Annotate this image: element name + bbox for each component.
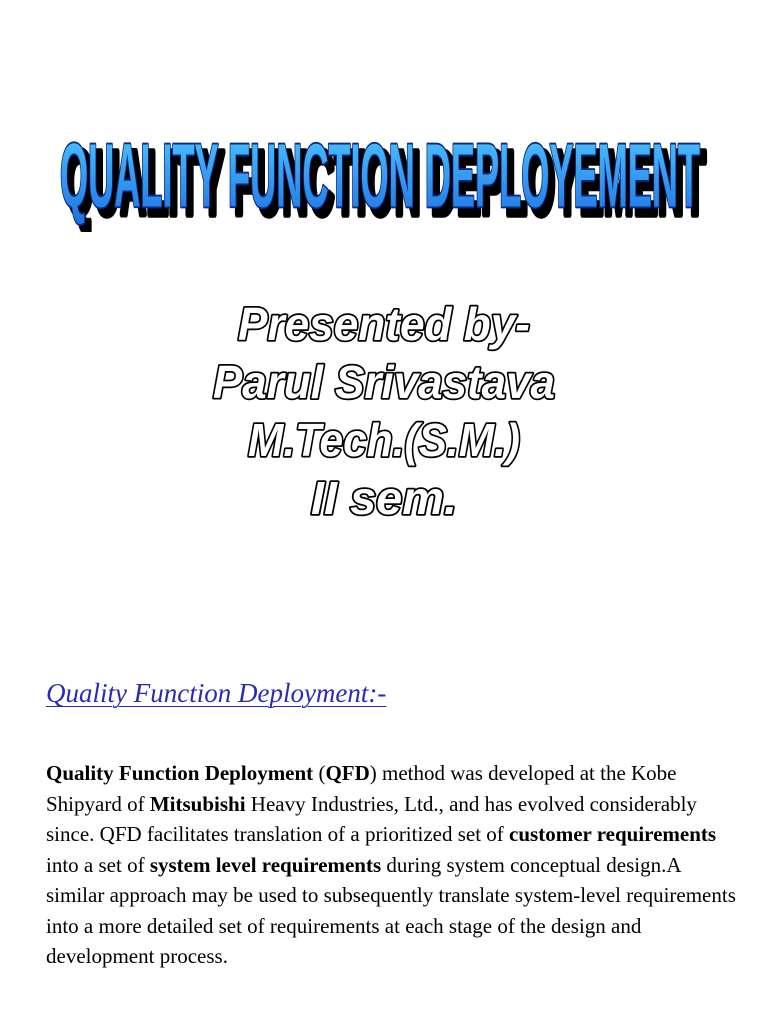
presenter-semester: II sem. — [311, 472, 457, 524]
bold-term: system level requirements — [149, 852, 382, 877]
presenter-line-heading: Presented by- — [238, 298, 530, 350]
paragraph-text: ( — [313, 761, 326, 785]
presenter-block — [160, 296, 608, 526]
definition-paragraph — [46, 758, 736, 972]
paragraph-text: into a set of — [46, 852, 150, 877]
bold-term: Quality Function Deployment — [46, 761, 314, 785]
presenter-name: Parul Srivastava — [213, 356, 555, 408]
bold-term: Mitsubishi — [149, 791, 246, 816]
document-title: QUALITY FUNCTION DEPLOYEMENT — [59, 125, 700, 227]
presenter-degree: M.Tech.(S.M.) — [248, 414, 520, 466]
document-title-wordart — [40, 112, 720, 232]
bold-term: QFD — [325, 761, 370, 785]
bold-term: customer requirements — [509, 822, 717, 846]
paragraph-text: ) method was developed at the Kobe Shipyard of — [46, 761, 677, 816]
paragraph-text: Heavy Industries, Ltd., and has evolved considerably since. QFD facilitates translation of a prioritized set of — [46, 791, 697, 846]
paragraph-text: during system conceptual design.A similar approach may be used to subsequently translate system-level requirements into a more detailed set of requirements at each stage of the design and development process. — [46, 852, 736, 968]
document-title-shadow: QUALITY FUNCTION DEPLOYEMENT — [65, 133, 707, 232]
section-heading-link[interactable]: Quality Function Deployment:- — [46, 678, 387, 708]
